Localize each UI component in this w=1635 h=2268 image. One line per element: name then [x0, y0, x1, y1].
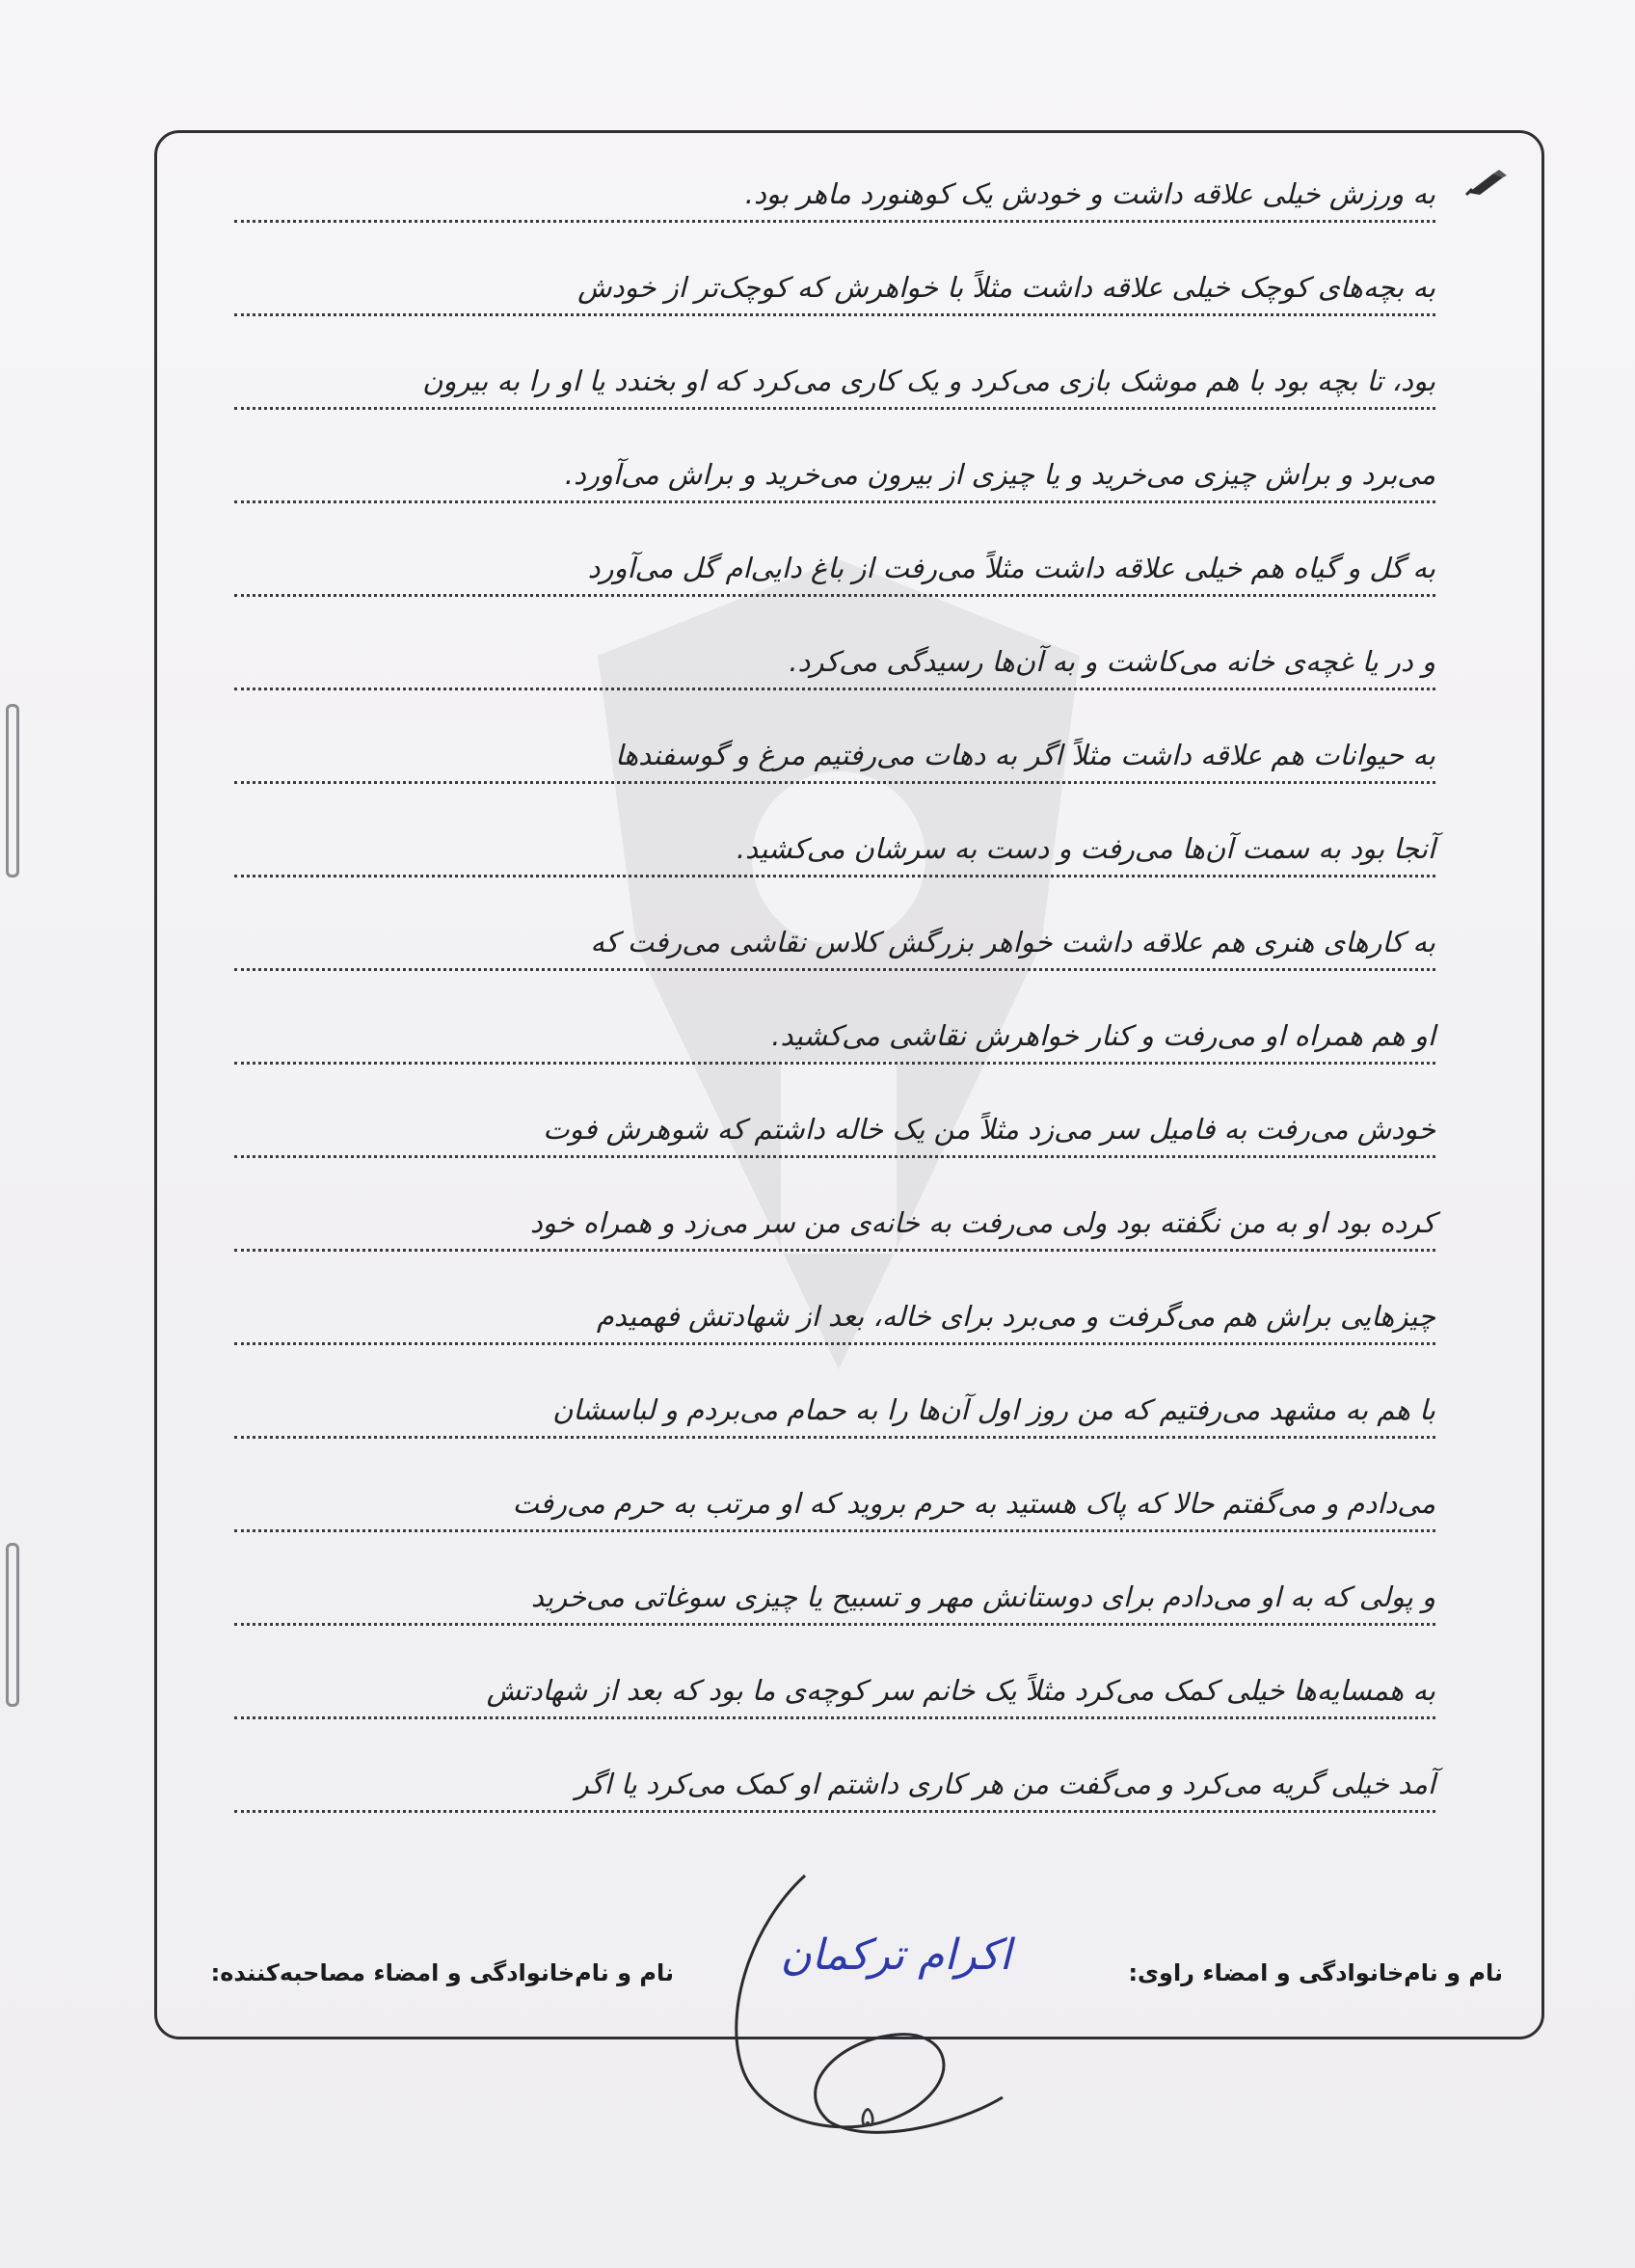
text-line	[196, 1481, 1435, 1575]
text-line	[196, 1107, 1435, 1201]
staple-mark	[6, 1543, 19, 1707]
text-line	[196, 1668, 1435, 1762]
text-line-content: آمد خیلی گریه می‌کرد و می‌گفت من هر کاری داشتم او کمک می‌کرد یا اگر	[575, 1768, 1435, 1800]
text-line	[196, 265, 1435, 359]
narrator-signature: اکرام ترکمان	[780, 1930, 1011, 1980]
text-line-content: می‌برد و براش چیزی می‌خرید و یا چیزی از بیرون می‌خرید و براش می‌آورد.	[564, 458, 1435, 491]
text-line	[196, 1388, 1435, 1481]
text-line	[196, 1201, 1435, 1294]
page-frame	[154, 130, 1544, 2039]
text-line	[196, 1575, 1435, 1668]
text-line-content: و پولی که به او می‌دادم برای دوستانش مهر و تسبیح یا چیزی سوغاتی می‌خرید	[530, 1580, 1435, 1613]
text-line-content: آنجا بود به سمت آن‌ها می‌رفت و دست به سرشان می‌کشید.	[736, 832, 1435, 865]
text-line	[196, 1013, 1435, 1107]
text-line-content: به ورزش خیلی علاقه داشت و خودش یک کوهنورد ماهر بود.	[744, 177, 1435, 210]
text-line-content: او هم همراه او می‌رفت و کنار خواهرش نقاشی می‌کشید.	[771, 1019, 1435, 1052]
text-line	[196, 359, 1435, 452]
text-line-content: به حیوانات هم علاقه داشت مثلاً اگر به دهات می‌رفتیم مرغ و گوسفندها	[614, 739, 1435, 771]
text-line	[196, 639, 1435, 733]
text-line	[196, 826, 1435, 920]
text-line	[196, 546, 1435, 639]
text-line-content: می‌دادم و می‌گفتم حالا که پاک هستید به حرم بروید که او مرتب به حرم می‌رفت	[512, 1487, 1435, 1520]
text-line-content: به بچه‌های کوچک خیلی علاقه داشت مثلاً با خواهرش که کوچک‌تر از خودش	[577, 271, 1435, 304]
pen-icon	[1464, 168, 1509, 197]
handwritten-body	[196, 172, 1435, 1855]
narrator-label: نام و نام‌خانوادگی و امضاء راوی:	[1128, 1959, 1503, 1986]
text-line-content: خودش می‌رفت به فامیل سر می‌زد مثلاً من یک خاله داشتم که شوهرش فوت	[543, 1113, 1435, 1146]
staple-mark	[6, 704, 19, 878]
text-line-content: به گل و گیاه هم خیلی علاقه داشت مثلاً می‌رفت از باغ دایی‌ام گل می‌آورد	[587, 552, 1435, 584]
text-line-content: کرده بود او به من نگفته بود ولی می‌رفت به خانه‌ی من سر می‌زد و همراه خود	[529, 1206, 1435, 1239]
text-line	[196, 733, 1435, 826]
text-line-content: و در یا غچه‌ی خانه می‌کاشت و به آن‌ها رسیدگی می‌کرد.	[789, 645, 1435, 678]
text-line-content: با هم به مشهد می‌رفتیم که من روز اول آن‌ها را به حمام می‌بردم و لباسشان	[552, 1393, 1435, 1426]
interviewer-label: نام و نام‌خانوادگی و امضاء مصاحبه‌کننده:	[210, 1959, 674, 1986]
text-line	[196, 1294, 1435, 1388]
text-line	[196, 1762, 1435, 1855]
text-line	[196, 920, 1435, 1013]
page-number: ۵	[860, 2100, 876, 2134]
text-line	[196, 452, 1435, 546]
text-line	[196, 172, 1435, 265]
text-line-content: به کارهای هنری هم علاقه داشت خواهر بزرگش کلاس نقاشی می‌رفت که	[590, 926, 1435, 958]
text-line-content: به همسایه‌ها خیلی کمک می‌کرد مثلاً یک خانم سر کوچه‌ی ما بود که بعد از شهادتش	[486, 1674, 1435, 1707]
text-line-content: بود، تا بچه بود با هم موشک بازی می‌کرد و یک کاری می‌کرد که او بخندد یا او را به بیرون	[422, 364, 1435, 397]
text-line-content: چیزهایی براش هم می‌گرفت و می‌برد برای خاله، بعد از شهادتش فهمیدم	[596, 1300, 1435, 1333]
